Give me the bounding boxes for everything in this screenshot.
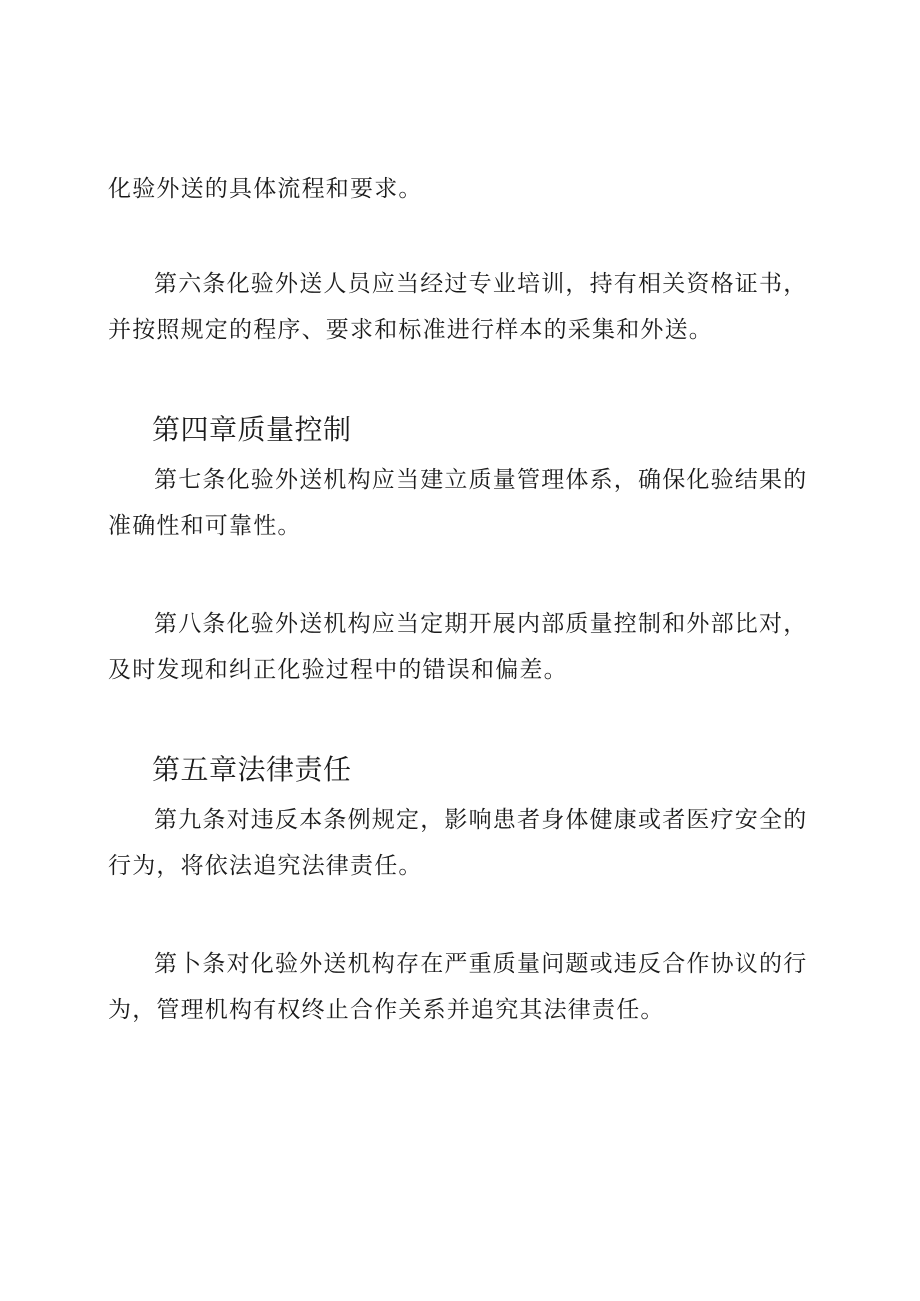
article-9-paragraph: 第九条对违反本条例规定，影响患者身体健康或者医疗安全的行为，将依法追究法律责任。 (108, 807, 808, 879)
article-8-paragraph: 第八条化验外送机构应当定期开展内部质量控制和外部比对，及时发现和纠正化验过程中的错误和偏差。 (108, 611, 808, 683)
article-7-paragraph: 第七条化验外送机构应当建立质量管理体系，确保化验结果的准确性和可靠性。 (108, 467, 808, 539)
article-10-paragraph: 第卜条对化验外送机构存在严重质量问题或违反合作协议的行为，管理机构有权终止合作关系并追究其法律责任。 (108, 951, 808, 1023)
article-6-paragraph: 第六条化验外送人员应当经过专业培训，持有相关资格证书，并按照规定的程序、要求和标准进行样本的采集和外送。 (108, 271, 808, 343)
chapter-5-heading: 第五章法律责任 (152, 753, 352, 786)
chapter-4-heading: 第四章质量控制 (152, 413, 352, 446)
continuation-paragraph: 化验外送的具体流程和要求。 (108, 176, 423, 202)
